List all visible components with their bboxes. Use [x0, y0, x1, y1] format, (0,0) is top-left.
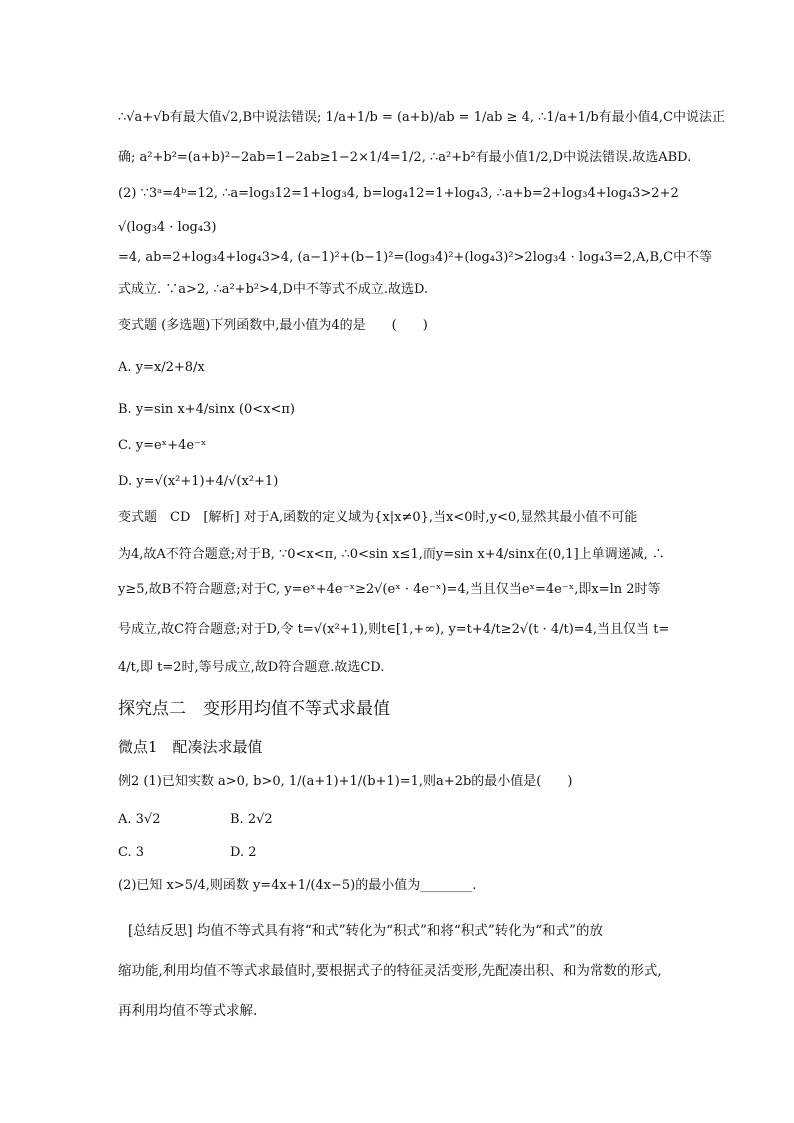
summary-line-3: 再利用均值不等式求解.: [118, 1003, 258, 1019]
analysis-line-3: y≥5,故B不符合题意;对于C, y=eˣ+4e⁻ˣ≥2√(eˣ · 4e⁻ˣ)=4,当且仅当eˣ=4e⁻ˣ,即x=ln 2时等: [118, 582, 661, 597]
section-heading: 探究点二 变形用均值不等式求最值: [118, 699, 390, 719]
example-2-question: 例2 (1)已知实数 a>0, b>0, 1/(a+1)+1/(b+1)=1,则a+2b的最小值是( ): [118, 774, 573, 789]
example-option-b: B. 2√2: [230, 812, 273, 827]
option-a: A. y=x/2+8/x: [118, 360, 205, 375]
solution-line-6: 式成立. ∵a>2, ∴a²+b²>4,D中不等式不成立.故选D.: [118, 282, 429, 297]
solution-line-5: =4, ab=2+log₃4+log₄3>4, (a−1)²+(b−1)²=(log₃4)²+(log₄3)²>2log₃4 · log₄3=2,A,B,C中不等: [118, 250, 713, 265]
example-option-d: D. 2: [230, 845, 257, 860]
option-d: D. y=√(x²+1)+4/√(x²+1): [118, 474, 279, 489]
variant-question: 变式题 (多选题)下列函数中,最小值为4的是 ( ): [118, 318, 428, 333]
analysis-line-1: 变式题 CD [解析] 对于A,函数的定义域为{x|x≠0},当x<0时,y<0,显然其最小值不可能: [118, 510, 638, 525]
option-b: B. y=sin x+4/sinx (0<x<π): [118, 402, 296, 417]
summary-line-2: 缩功能,利用均值不等式求最值时,要根据式子的特征灵活变形,先配凑出积、和为常数的形式,: [118, 963, 662, 979]
example-2-part-2: (2)已知 x>5/4,则函数 y=4x+1/(4x−5)的最小值为________.: [118, 878, 477, 893]
summary-line-1: [总结反思] 均值不等式具有将“和式”转化为“积式”和将“积式”转化为“和式”的放: [128, 923, 604, 939]
analysis-line-5: 4/t,即 t=2时,等号成立,故D符合题意.故选CD.: [118, 660, 385, 675]
analysis-line-2: 为4,故A不符合题意;对于B, ∵0<x<π, ∴0<sin x≤1,而y=sin x+4/sinx在(0,1]上单调递减, ∴: [118, 547, 665, 562]
example-option-c: C. 3: [118, 845, 145, 860]
analysis-line-4: 号成立,故C符合题意;对于D,令 t=√(x²+1),则t∈[1,+∞), y=t+4/t≥2√(t · 4/t)=4,当且仅当 t=: [118, 622, 670, 637]
solution-line-1: ∴√a+√b有最大值√2,B中说法错误; 1/a+1/b = (a+b)/ab = 1/ab ≥ 4, ∴1/a+1/b有最小值4,C中说法正: [118, 110, 726, 125]
solution-line-2: 确; a²+b²=(a+b)²−2ab=1−2ab≥1−2×1/4=1/2, ∴a²+b²有最小值1/2,D中说法错误.故选ABD.: [118, 150, 692, 165]
option-c: C. y=eˣ+4e⁻ˣ: [118, 438, 207, 453]
solution-line-4: √(log₃4 · log₄3): [118, 220, 217, 235]
solution-line-3: (2) ∵3ᵃ=4ᵇ=12, ∴a=log₃12=1+log₃4, b=log₄12=1+log₄3, ∴a+b=2+log₃4+log₄3>2+2: [118, 186, 679, 201]
sub-heading: 微点1 配凑法求最值: [118, 738, 263, 756]
example-option-a: A. 3√2: [118, 812, 161, 827]
